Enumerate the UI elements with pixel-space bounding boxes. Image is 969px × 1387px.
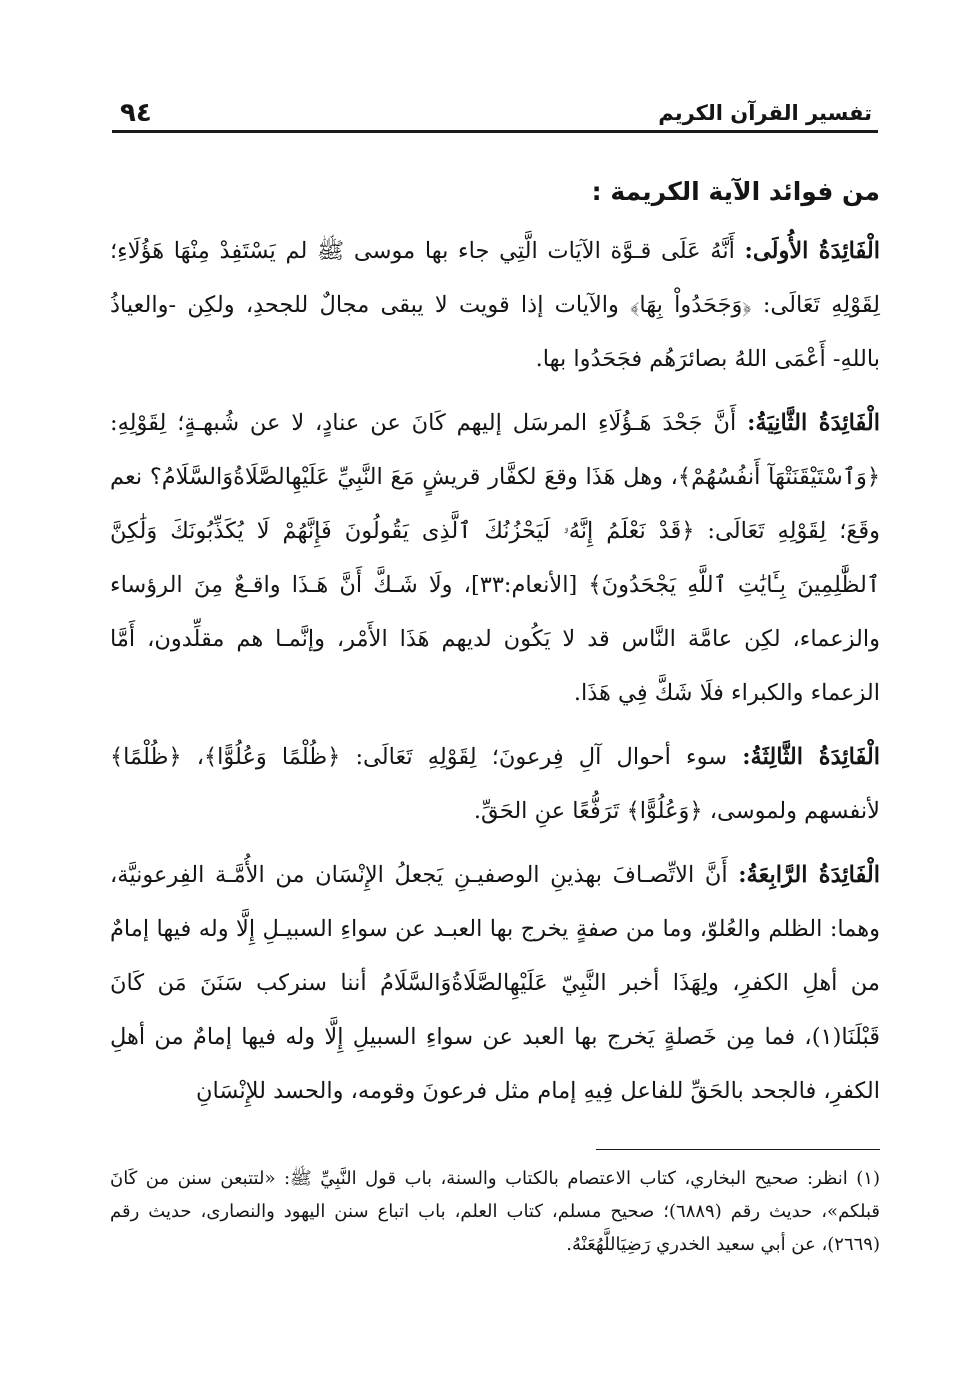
page-header xyxy=(112,90,878,133)
benefit-label: الْفَائِدَةُ الثَّانِيَةُ: xyxy=(747,410,880,436)
footnote-separator xyxy=(596,1149,880,1150)
footnote: (١) انظر: صحيح البخاري، كتاب الاعتصام بالكتاب والسنة، باب قول النَّبِيِّ ﷺ: «لتتبعن سنن من كَانَ قبلكم»، حديث رقم (٦٨٨٩)؛ صحيح مسلم، كتاب العلم، باب اتباع سنن اليهود والنصارى، حديث رقم (٢٦٦٩)، عن أبي سعيد الخدري رَضِيَاللَّهُعَنْهُ. xyxy=(110,1168,880,1255)
page-number: ٩٤ xyxy=(120,98,152,128)
benefit-paragraph-3 xyxy=(110,730,880,838)
benefit-label: الْفَائِدَةُ الأُولَى: xyxy=(744,238,880,264)
benefit-text: أَنَّ الاتِّصـافَ بهذينِ الوصفيـنِ يَجعلُ الإِنْسَان من الأُمَّـة الفِرعونيَّة، وهما: الظلم والعُلوّ، وما من صفةٍ يخرج بها العبـد عن سواءِ السبيـلِ إِلَّا وله فيها إمامٌ من أهلِ الكفرِ، ولِهَذَا أخبر النَّبِيّ عَلَيْهِالصَّلَاةُوَالسَّلَامُ أننا سنركب سَنَنَ مَن كَانَ قَبْلَنَا(١)، فما مِن خَصلةٍ يَخرج بها العبد عن سواءِ السبيلِ إِلَّا وله فيها إمامٌ من أهلِ الكفرِ، فالجحد بالحَقِّ للفاعل فِيهِ إمام مثل فرعونَ وقومه، والحسد للإِنْسَانِ xyxy=(110,862,880,1104)
benefit-label: الْفَائِدَةُ الرَّابِعَةُ: xyxy=(738,862,881,888)
benefit-text: أَنَّ جَحْدَ هَـؤُلَاءِ المرسَل إليهم كَانَ عن عنادٍ، لا عن شُبهـةٍ؛ لِقَوْلِهِ: ﴿وَٱسْتَيْقَنَتْهَآ أَنفُسُهُمْ﴾، وهل هَذَا وقعَ لكفَّار قريشٍ مَعَ النَّبِيِّ عَلَيْهِالصَّلَاةُوَالسَّلَامُ؟ نعم وقَعَ؛ لِقَوْلِهِ تَعَالَى: ﴿قَدْ نَعْلَمُ إِنَّهُۥ لَيَحْزُنُكَ ٱلَّذِى يَقُولُونَ فَإِنَّهُمْ لَا يُكَذِّبُونَكَ وَلَٰكِنَّ ٱلظَّٰلِمِينَ بِـَٔايَٰتِ ٱللَّهِ يَجْحَدُونَ﴾ [الأنعام:٣٣]، ولَا شَـكَّ أَنَّ هَـذَا واقـعٌ مِنَ الرؤساء والزعماء، لكِن عامَّة النَّاس قد لا يَكُون لديهم هَذَا الأَمْر، وإنَّمـا هم مقلِّدون، أَمَّا الزعماء والكبراء فلَا شَكَّ فِي هَذَا. xyxy=(110,410,880,706)
page-body xyxy=(110,172,880,1128)
benefit-paragraph-2 xyxy=(110,396,880,720)
book-title: تفسير القرآن الكريم xyxy=(658,101,872,125)
benefit-paragraph-1 xyxy=(110,224,880,386)
benefit-paragraph-4 xyxy=(110,848,880,1118)
benefit-label: الْفَائِدَةُ الثَّالِثَةُ: xyxy=(742,744,880,770)
benefit-text: سوء أحوال آلِ فِرعونَ؛ لِقَوْلِهِ تَعَالَى: ﴿ظُلْمًا وَعُلُوًّا﴾، ﴿ظُلْمًا﴾ لأنفسهم ولموسى، ﴿وَعُلُوًّا﴾ تَرَفُّعًا عنِ الحَقِّ. xyxy=(110,744,880,824)
benefit-text: أَنَّهُ عَلَى قـوَّة الآيَات الَّتِي جاء بها موسى ﷺ لم يَسْتَفِدْ مِنْهَا هَؤُلَاءِ؛ لِقَوْلِهِ تَعَالَى: ﴿وَجَحَدُواْ بِهَا﴾ والآيات إذا قويت لا يبقى مجالٌ للجحدِ، ولكِن -والعياذُ باللهِ- أَعْمَى اللهُ بصائرَهُم فجَحَدُوا بها. xyxy=(110,238,880,372)
section-heading: من فوائد الآية الكريمة : xyxy=(591,177,880,206)
